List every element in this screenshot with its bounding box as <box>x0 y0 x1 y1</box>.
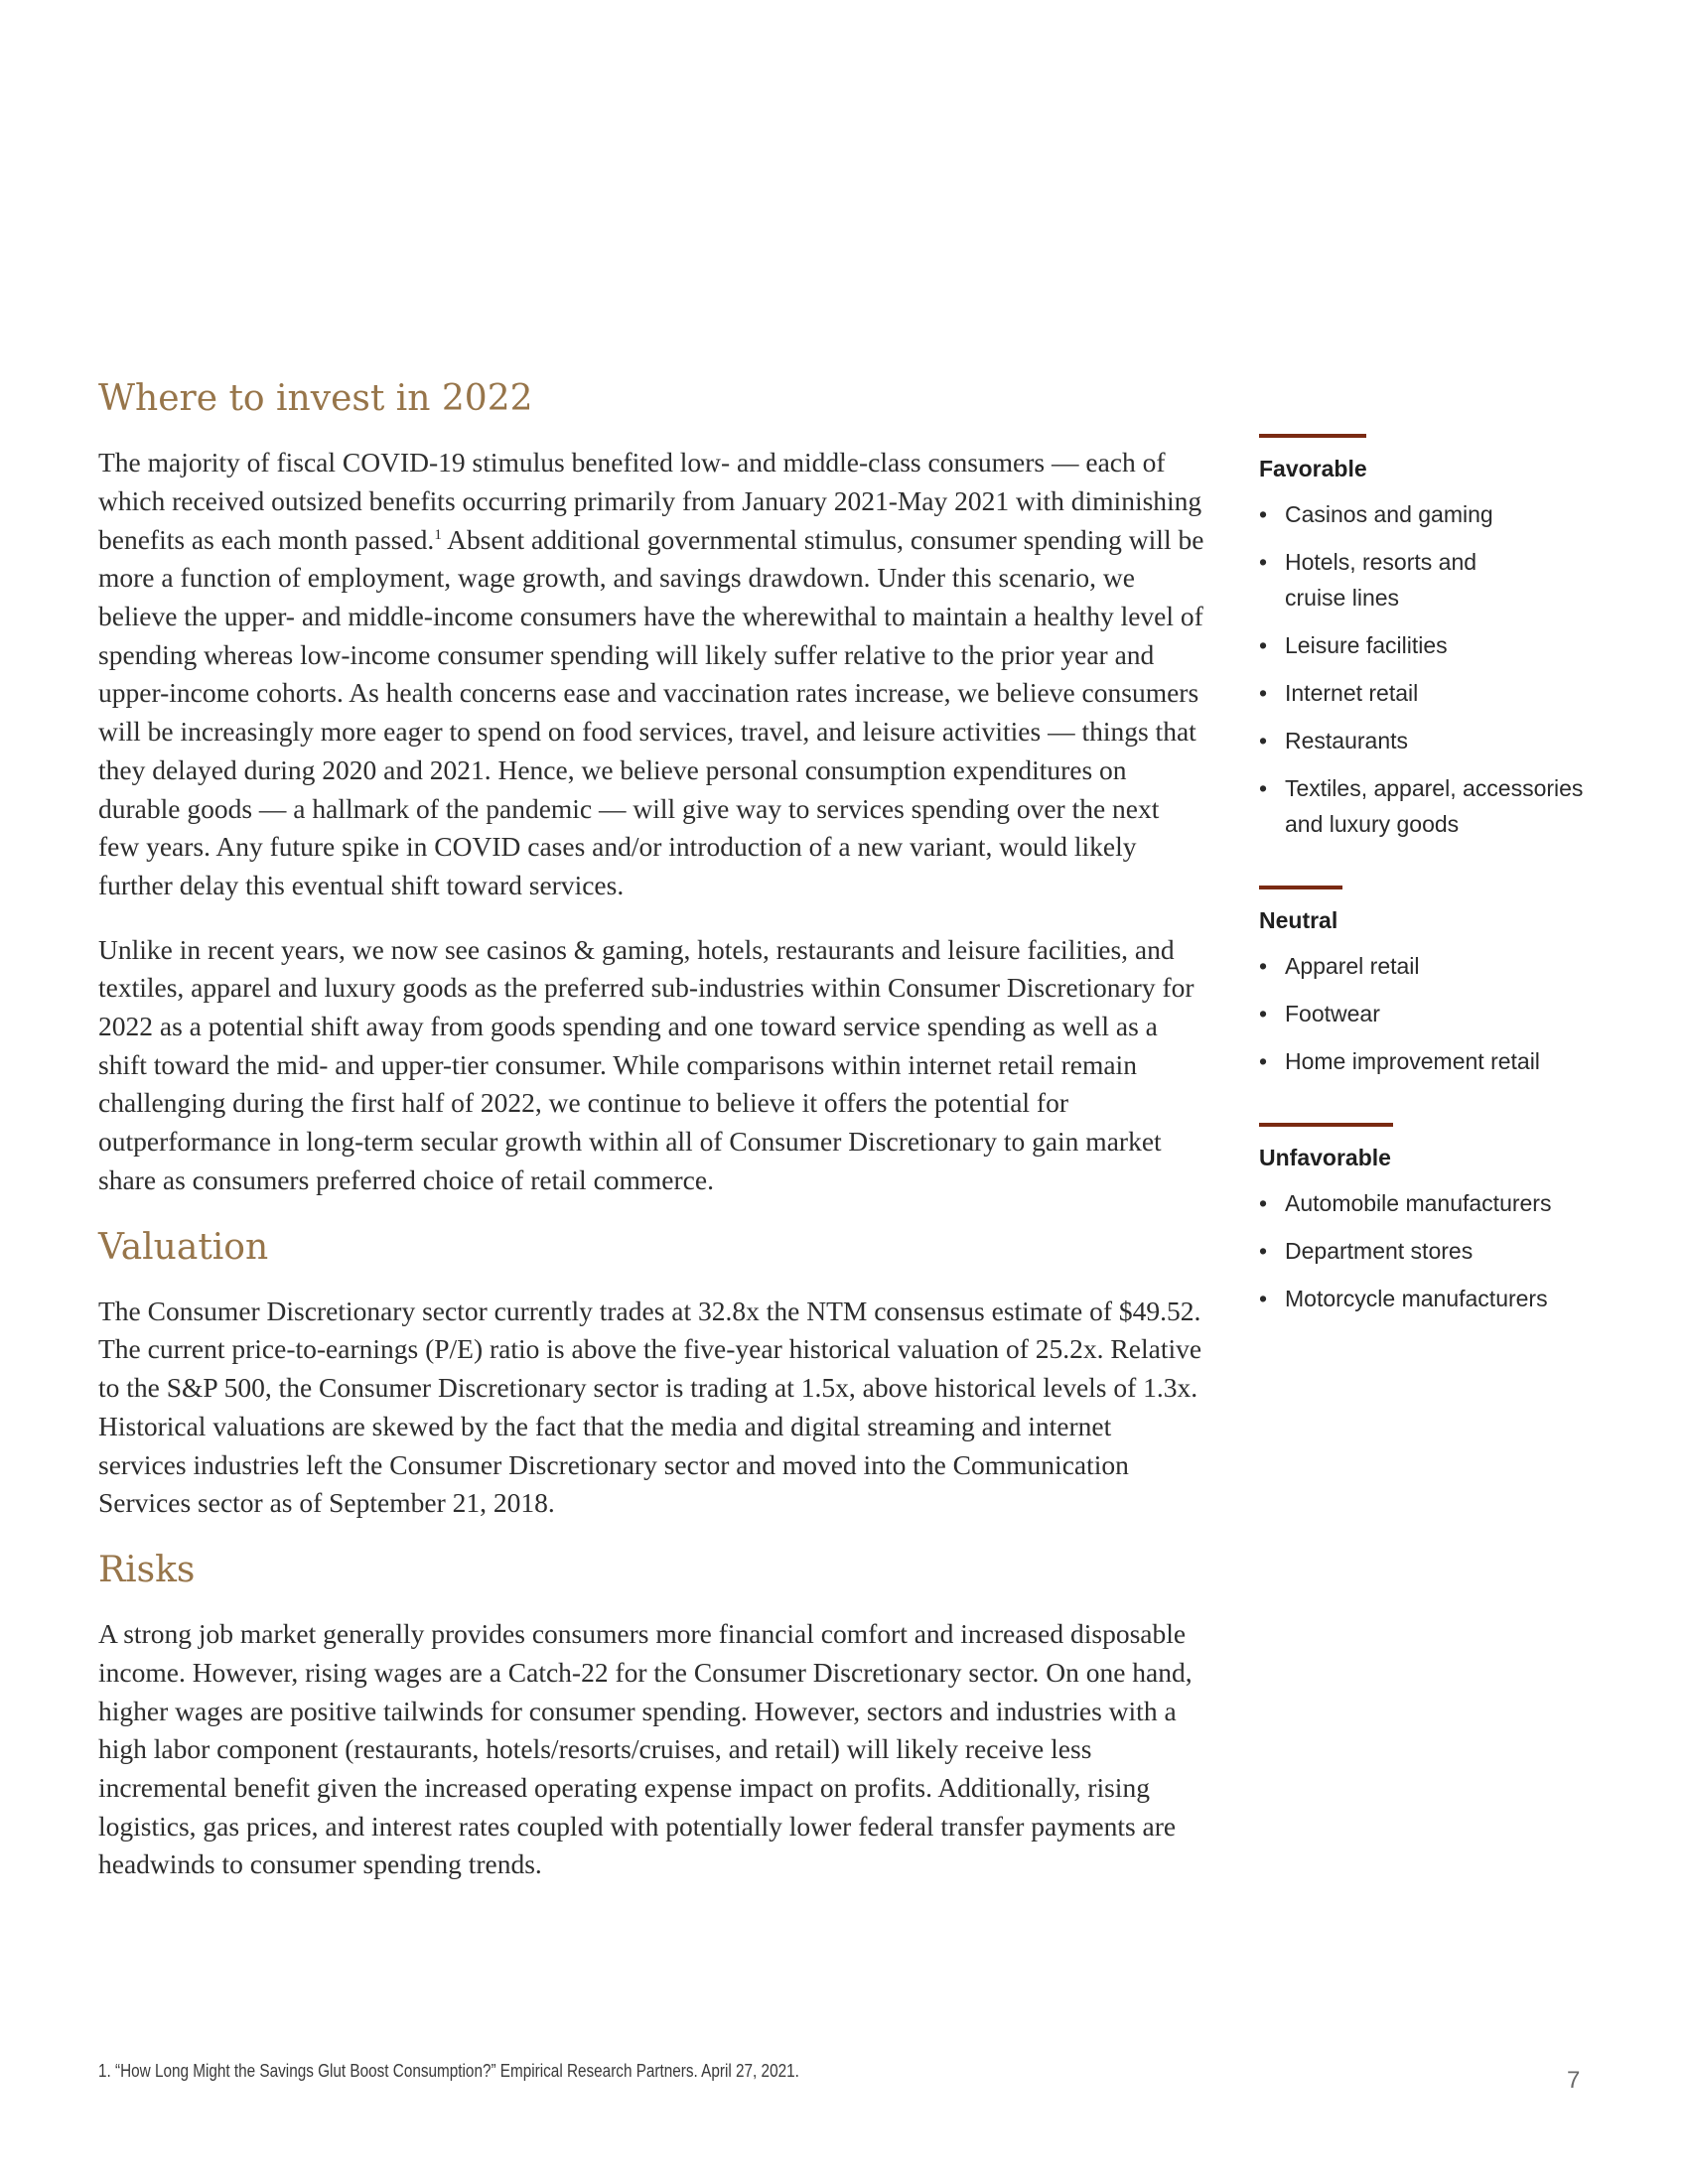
list-item: • Restaurants <box>1259 723 1617 758</box>
favorable-heading: Favorable <box>1259 456 1367 481</box>
divider-rule <box>1259 1123 1393 1127</box>
page-number: 7 <box>1567 2067 1581 2094</box>
unfavorable-group <box>1259 1123 1617 1316</box>
list-item: • Automobile manufacturers <box>1259 1185 1617 1221</box>
neutral-heading: Neutral <box>1259 907 1338 933</box>
list-item: • Department stores <box>1259 1233 1617 1269</box>
section-title-risks: Risks <box>98 1549 196 1590</box>
list-item: • Apparel retail <box>1259 948 1617 984</box>
list-item: • Leisure facilities <box>1259 627 1617 663</box>
divider-rule <box>1259 886 1342 889</box>
risks-paragraph: A strong job market generally provides consumers more financial comfort and increased disposable income. However, rising wages are a Catch-22 for the Consumer Discretionary sector. On one hand, higher wages are positive tailwinds for consumer spending. However, sectors and industries with a high labor component (restaurants, hotels/resorts/cruises, and retail) will likely receive less incremental benefit given the increased operating expense impact on profits. Additionally, rising logistics, gas prices, and interest rates coupled with potentially lower federal transfer payments are headwinds to consumer spending trends. <box>98 1618 1193 1880</box>
where-to-invest-paragraph-1 <box>98 444 1205 904</box>
list-item: • Internet retail <box>1259 675 1617 711</box>
unfavorable-list <box>1259 1185 1617 1316</box>
list-item: • Casinos and gaming <box>1259 496 1617 532</box>
favorable-list <box>1259 496 1617 842</box>
list-item: • Motorcycle manufacturers <box>1259 1281 1617 1316</box>
footnote-marker: 1 <box>434 526 442 543</box>
valuation-paragraph: The Consumer Discretionary sector currently trades at 32.8x the NTM consensus estimate of $49.52. The current price-to-earnings (P/E) ratio is above the five-year historical valuation of 25.2x. Relative to the S&P 500, the Consumer Discretionary sector is trading at 1.5x, above historical levels of 1.3x. Historical valuations are skewed by the fact that the media and digital streaming and internet services industries left the Consumer Discretionary sector and moved into the Communication Services sector as of September 21, 2018. <box>98 1295 1202 1519</box>
main-column <box>98 377 1205 1910</box>
footnote: 1. “How Long Might the Savings Glut Boost Consumption?” Empirical Research Partners. April 27, 2021. <box>98 2061 799 2081</box>
divider-rule <box>1259 434 1366 438</box>
neutral-list <box>1259 948 1617 1079</box>
sidebar-ratings <box>1259 434 1617 1360</box>
section-title-where-to-invest: Where to invest in 2022 <box>98 378 533 419</box>
favorable-group <box>1259 434 1617 842</box>
list-item: • Textiles, apparel, accessories and luxury goods <box>1259 770 1627 842</box>
list-item: • Hotels, resorts and cruise lines <box>1259 544 1513 615</box>
paragraph-text: Absent additional governmental stimulus, consumer spending will be more a function of employment, wage growth, and savings drawdown. Under this scenario, we believe the upper- and middle-income consumers have the wherewithal to maintain a healthy level of spending whereas low-income consumer spending will likely suffer relative to the prior year and upper-income cohorts. As health concerns ease and vaccination rates increase, we believe consumers will be increasingly more eager to spend on food services, travel, and leisure activities — things that they delayed during 2020 and 2021. Hence, we believe personal consumption expenditures on durable goods — a hallmark of the pandemic — will give way to services spending over the next few years. Any future spike in COVID cases and/or introduction of a new variant, would likely further delay this eventual shift toward services. <box>98 523 1204 900</box>
where-to-invest-paragraph-2: Unlike in recent years, we now see casinos & gaming, hotels, restaurants and leisure facilities, and textiles, apparel and luxury goods as the preferred sub-industries within Consumer Discretionary for 2022 as a potential shift away from goods spending and one toward service spending as well as a shift toward the mid- and upper-tier consumer. While comparisons within internet retail remain challenging during the first half of 2022, we continue to believe it offers the potential for outperformance in long-term secular growth within all of Consumer Discretionary to gain market share as consumers preferred choice of retail commerce. <box>98 933 1195 1195</box>
section-title-valuation: Valuation <box>98 1226 269 1268</box>
list-item: • Home improvement retail <box>1259 1043 1617 1079</box>
list-item: • Footwear <box>1259 996 1617 1031</box>
unfavorable-heading: Unfavorable <box>1259 1145 1391 1170</box>
neutral-group <box>1259 886 1617 1079</box>
paragraph-text: The majority of fiscal COVID-19 stimulus benefited low- and middle-class consumers — each of which received outsized benefits occurring primarily from January 2021-May 2021 with diminishing benefits as each month passed. <box>98 447 1202 555</box>
